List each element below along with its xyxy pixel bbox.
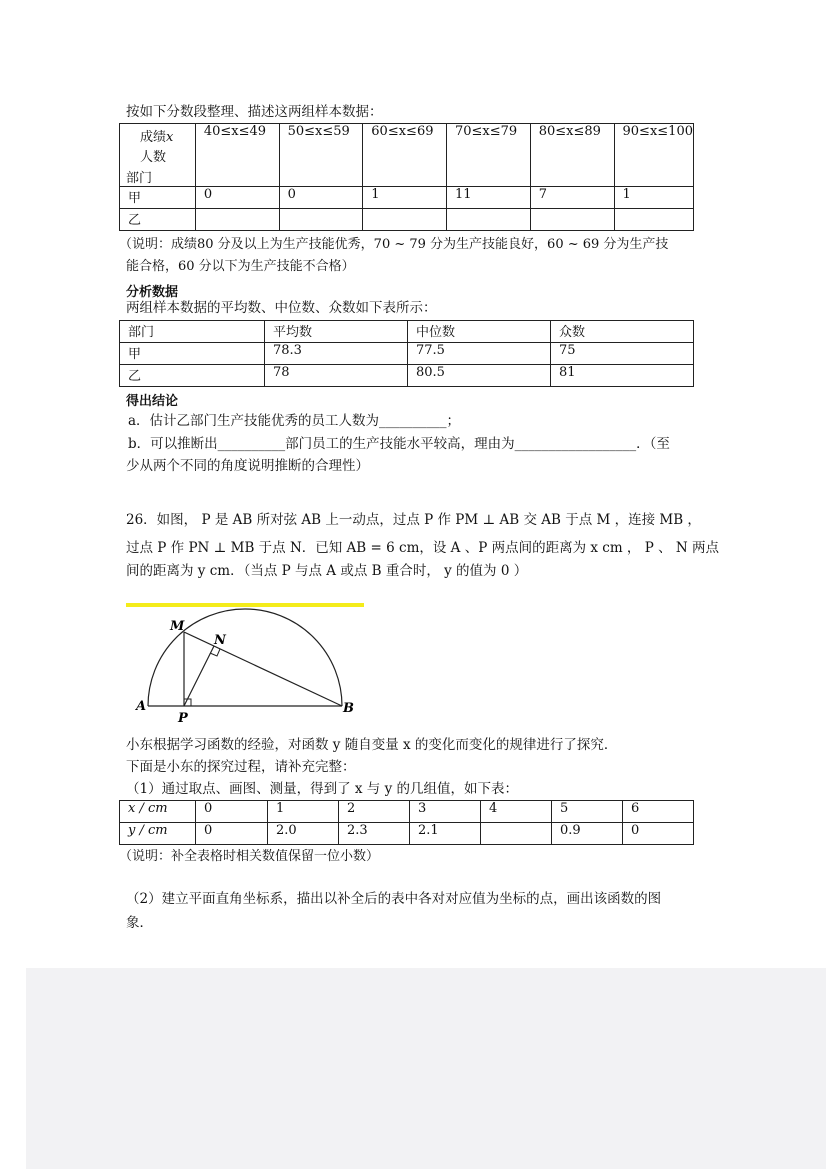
table-row: y / cm 0 2.0 2.3 2.1 0.9 0 (120, 823, 694, 845)
table1-header: 60≤x≤69 (363, 124, 447, 187)
xy-values-table (119, 800, 694, 845)
table1-header: 40≤x≤49 (195, 124, 279, 187)
table1-header: 50≤x≤59 (279, 124, 363, 187)
analysis-intro: 两组样本数据的平均数、中位数、众数如下表所示： (126, 300, 437, 316)
question-a: a．估计乙部门生产技能优秀的员工人数为__________； (128, 413, 461, 429)
section-heading-analysis: 分析数据 (126, 285, 179, 300)
label-m: M (170, 619, 185, 634)
table1-header: 80≤x≤89 (530, 124, 614, 187)
table-row: 甲 0 0 1 11 7 1 (120, 187, 694, 209)
label-n: N (214, 633, 226, 648)
table1-header: 70≤x≤79 (447, 124, 531, 187)
note-line: 能合格，60 分以下为生产技能不合格） (126, 259, 355, 274)
question-b-line: b．可以推断出__________部门员工的生产技能水平较高，理由为__________________．（至 (128, 436, 670, 452)
figure-background (124, 602, 364, 728)
step-2-line: （2）建立平面直角坐标系，描出以补全后的表中各对对应值为坐标的点，画出该函数的图 (126, 891, 662, 907)
table-row: 甲 78.3 77.5 75 (120, 343, 694, 365)
question-b-line: 少从两个不同的角度说明推断的合理性） (126, 458, 369, 474)
label-p: P (178, 711, 188, 726)
table1-header: 90≤x≤100 (614, 124, 693, 187)
table1-corner-cell: 成绩x 人数 部门 (120, 124, 196, 187)
table-row: x / cm 0 1 2 3 4 5 6 (120, 801, 694, 823)
statistics-table: 部门 平均数 中位数 众数 甲 78.3 77.5 75 乙 78 80.5 81 (119, 320, 694, 387)
label-b: B (343, 701, 354, 716)
explore-line: 下面是小东的探究过程，请补充完整： (126, 759, 356, 775)
explore-line: 小东根据学习函数的经验，对函数 y 随自变量 x 的变化而变化的规律进行了探究． (126, 737, 618, 753)
figure-top-bar (126, 603, 364, 607)
note-table3: （说明：补全表格时相关数值保留一位小数） (119, 849, 380, 864)
intro-text: 按如下分数段整理、描述这两组样本数据： (126, 104, 383, 120)
blank-area (26, 968, 826, 1169)
table-row: 乙 (120, 209, 694, 231)
problem-26-line: 过点 P 作 PN ⊥ MB 于点 N．已知 AB = 6 cm，设 A 、P 两点间的距离为 x cm ， P 、 N 两点 (126, 540, 719, 556)
problem-26-line: 26．如图， P 是 AB 所对弦 AB 上一动点，过点 P 作 PM ⊥ AB 交 AB 于点 M ，连接 MB ， (126, 512, 701, 528)
score-distribution-table (119, 123, 694, 231)
semicircle-geometry-figure (124, 602, 364, 728)
label-a: A (136, 699, 147, 714)
table-row: 乙 78 80.5 81 (120, 365, 694, 387)
step-2-line: 象． (126, 915, 153, 931)
problem-26-line: 间的距离为 y cm．（当点 P 与点 A 或点 B 重合时， y 的值为 0 ） (126, 563, 528, 579)
step-1: （1）通过取点、画图、测量，得到了 x 与 y 的几组值，如下表： (126, 781, 518, 797)
section-heading-conclusion: 得出结论 (126, 394, 179, 409)
note-line: （说明：成绩80 分及以上为生产技能优秀，70 ~ 79 分为生产技能良好，60 ~ 69 分为生产技 (119, 237, 669, 252)
